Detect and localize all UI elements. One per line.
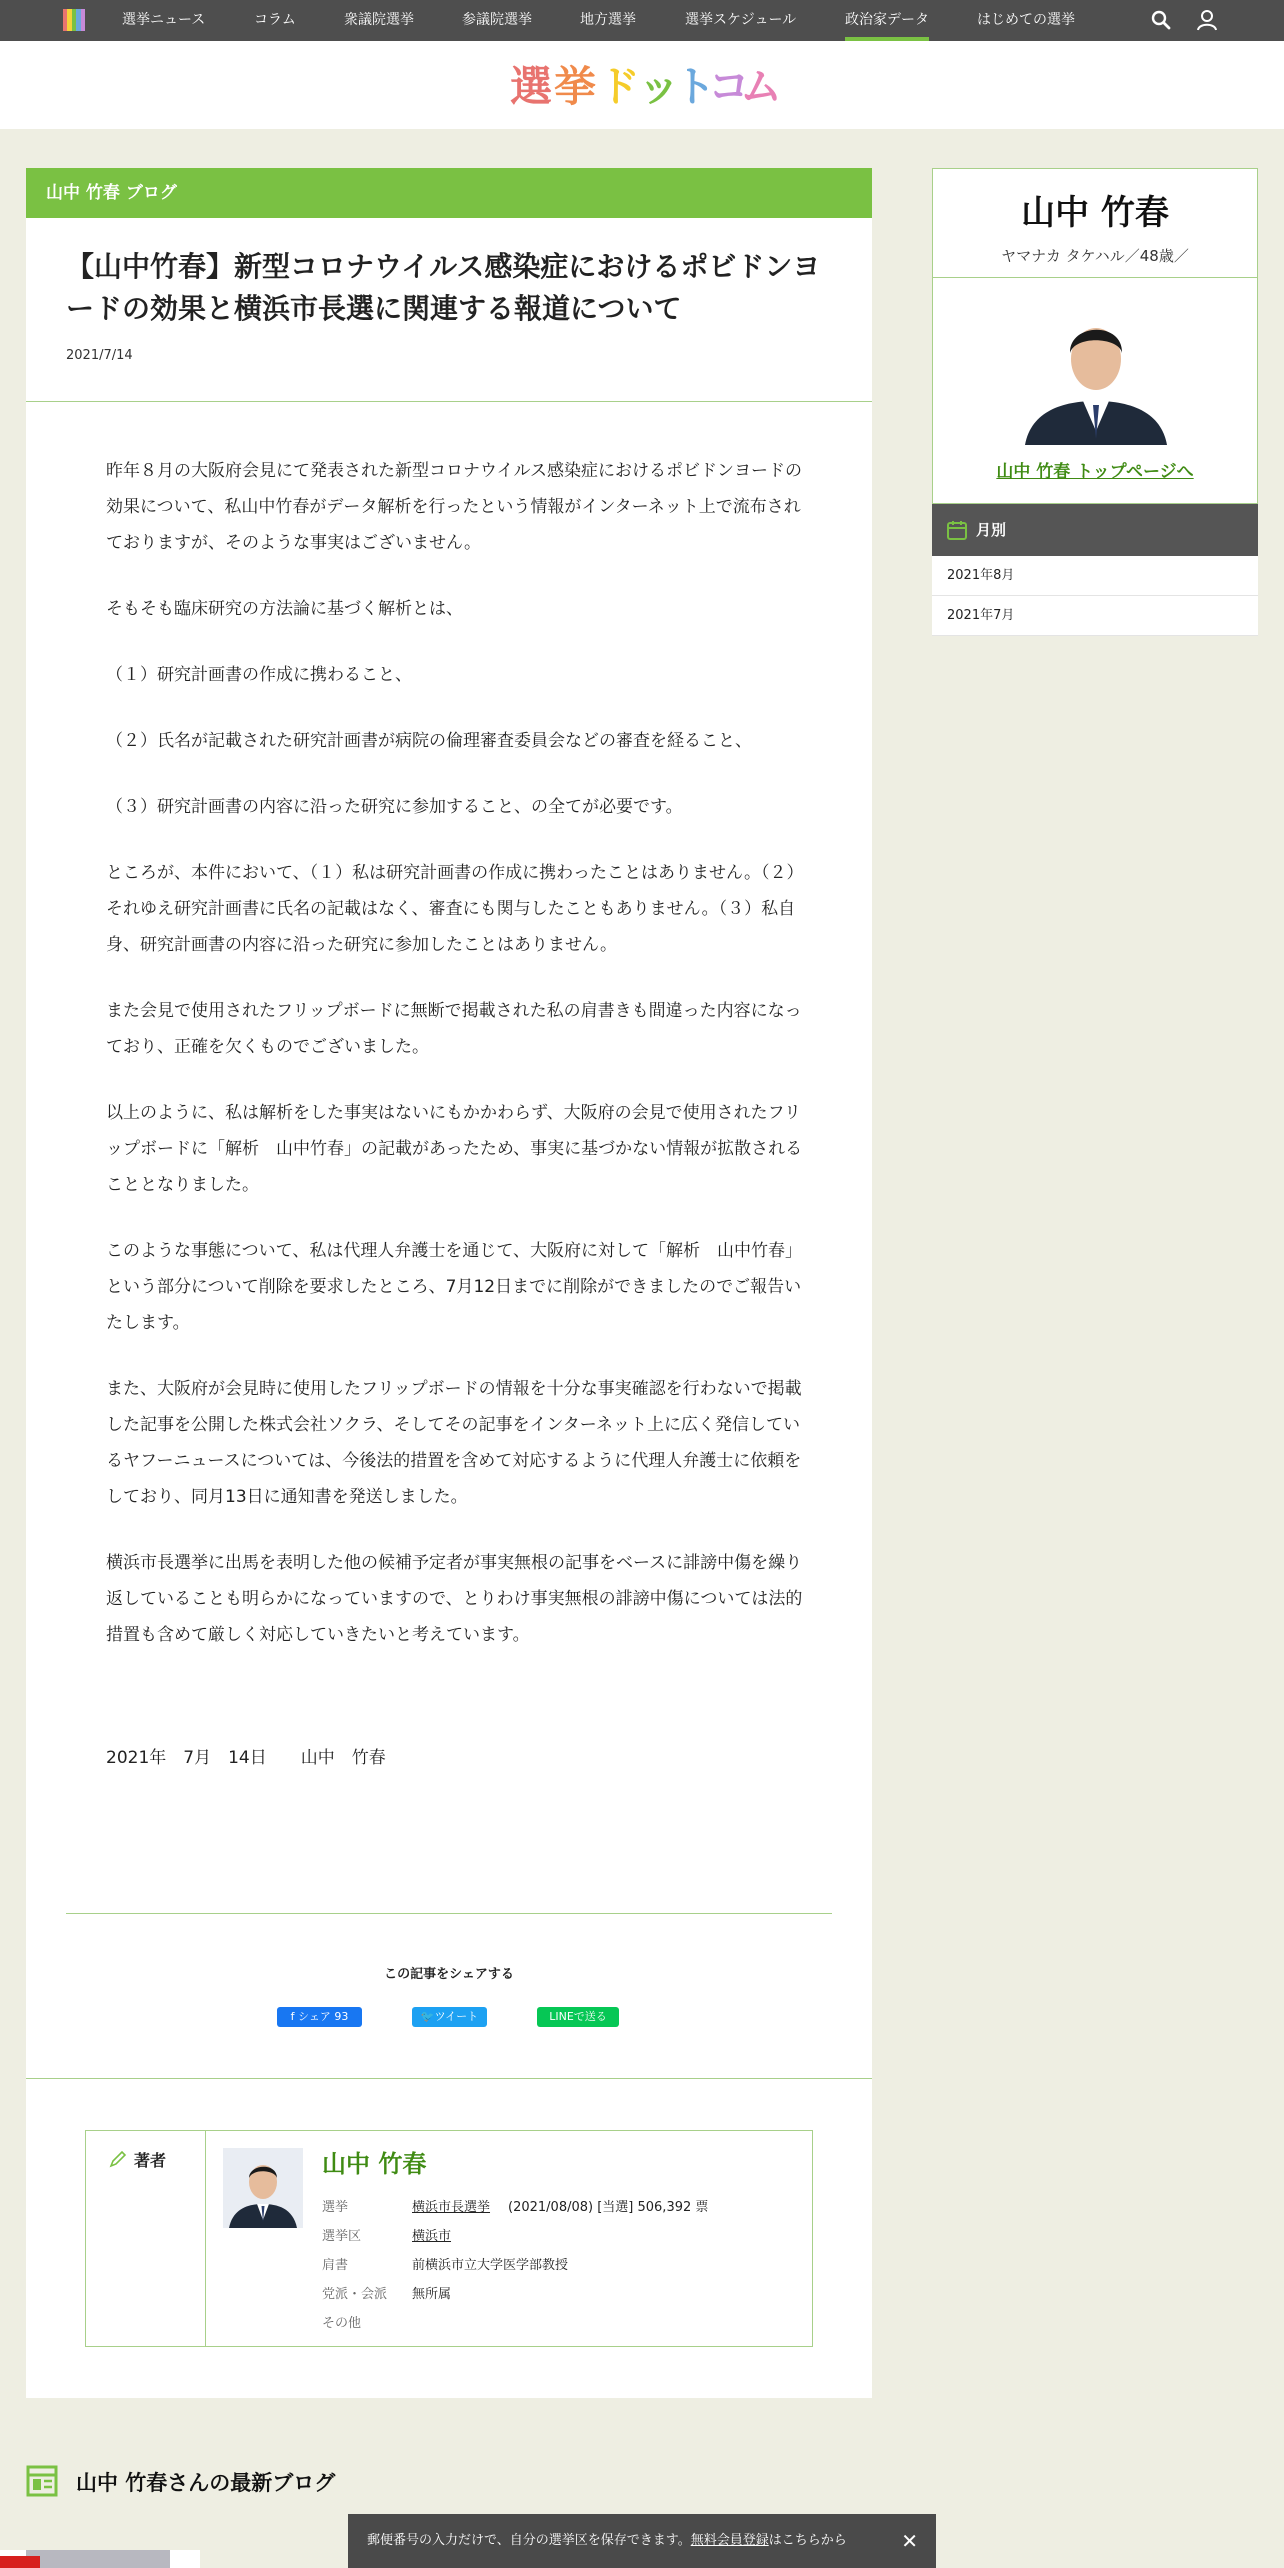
article-body bbox=[106, 453, 816, 1683]
nav-item-schedule[interactable]: 選挙スケジュール bbox=[685, 12, 797, 28]
svg-text:選: 選 bbox=[510, 62, 553, 111]
svg-text:ド: ド bbox=[598, 62, 641, 111]
nav-item-shugiin[interactable]: 衆議院選挙 bbox=[344, 12, 414, 28]
facebook-share-button[interactable] bbox=[277, 2007, 362, 2027]
body-paragraph: また会見で使用されたフリップボードに無断で掲載された私の肩書きも間違った内容になっており、正確を欠くものでございました。 bbox=[106, 1001, 802, 1057]
article-date: 2021/7/14 bbox=[66, 348, 133, 363]
blog-owner-bar[interactable]: 山中 竹春 ブログ bbox=[26, 168, 872, 218]
body-end-divider bbox=[66, 1913, 832, 1914]
twitter-icon: 🐦 bbox=[420, 2010, 435, 2023]
twitter-share-label: ツイート bbox=[434, 2010, 479, 2023]
profile-top-link[interactable]: 山中 竹春 トップページへ bbox=[996, 462, 1194, 482]
article-card bbox=[26, 168, 872, 2398]
row-key: 党派・会派 bbox=[322, 2287, 388, 2302]
author-row-title bbox=[322, 2249, 708, 2278]
nav-item-column[interactable]: コラム bbox=[254, 12, 296, 28]
body-paragraph: （３）研究計画書の内容に沿った研究に参加すること、の全てが必要です。 bbox=[106, 797, 683, 817]
election-result: (2021/08/08) [当選] 506,392 票 bbox=[508, 2200, 709, 2215]
month-item-2021-07[interactable]: 2021年7月 bbox=[932, 596, 1258, 636]
title-divider bbox=[26, 401, 872, 402]
svg-text:ム: ム bbox=[740, 62, 783, 111]
author-name[interactable]: 山中 竹春 bbox=[322, 2150, 427, 2178]
row-value: 前横浜市立大学医学部教授 bbox=[412, 2258, 569, 2273]
article-signature: 2021年 7月 14日 山中 竹春 bbox=[106, 1748, 386, 1768]
banner-text: 郵便番号の入力だけで、自分の選挙区を保存できます。 bbox=[367, 2533, 691, 2548]
share-title: この記事をシェアする bbox=[384, 1967, 514, 1982]
monthly-archive-title: 月別 bbox=[976, 521, 1007, 539]
row-key: 肩書 bbox=[322, 2258, 349, 2273]
article-title: 【山中竹春】新型コロナウイルス感染症におけるポビドンヨードの効果と横浜市長選に関連する報道について bbox=[66, 250, 821, 325]
svg-text:ッ: ッ bbox=[638, 62, 681, 111]
home-logo-icon[interactable] bbox=[63, 9, 85, 31]
site-header bbox=[0, 41, 1284, 129]
body-paragraph: 以上のように、私は解析をした事実はないにもかかわらず、大阪府の会見で使用されたフリップボードに「解析 山中竹春」の記載があったため、事実に基づかない情報が拡散されることとなりました。 bbox=[106, 1103, 803, 1195]
author-details bbox=[322, 2191, 708, 2336]
profile-name: 山中 竹春 bbox=[1021, 193, 1169, 233]
month-item-2021-08[interactable]: 2021年8月 bbox=[932, 556, 1258, 596]
author-row-party bbox=[322, 2278, 708, 2307]
body-paragraph: ところが、本件において、（１）私は研究計画書の作成に携わったことはありません。（２）それゆえ研究計画書に氏名の記載はなく、審査にも関与したこともありません。（３）私自身、研究計画書の内容に沿った研究に参加したことはありません。 bbox=[106, 863, 804, 955]
banner-register-link[interactable]: 無料会員登録 bbox=[690, 2533, 769, 2548]
row-key: 選挙区 bbox=[322, 2229, 362, 2244]
user-icon[interactable] bbox=[1195, 8, 1219, 32]
body-paragraph: そもそも臨床研究の方法論に基づく解析とは、 bbox=[106, 599, 463, 619]
svg-text:挙: 挙 bbox=[554, 62, 597, 111]
row-key: 選挙 bbox=[322, 2200, 349, 2215]
body-paragraph: また、大阪府が会見時に使用したフリップボードの情報を十分な事実確認を行わないで掲載した記事を公開した株式会社ソクラ、そしてその記事をインターネット上に広く発信しているヤフーニュースについては、今後法的措置を含めて対応するように代理人弁護士に依頼をしており、同月13日に通知書を発送しました。 bbox=[106, 1379, 802, 1507]
nav-item-sangiin[interactable]: 参議院選挙 bbox=[462, 12, 532, 28]
top-nav bbox=[0, 0, 1284, 41]
nav-item-politician-data[interactable]: 政治家データ bbox=[845, 0, 929, 41]
author-label: 著者 bbox=[134, 2151, 167, 2170]
profile-divider bbox=[933, 277, 1257, 278]
article-list-icon bbox=[26, 2465, 58, 2497]
nav-item-first-election[interactable]: はじめての選挙 bbox=[977, 12, 1075, 28]
pencil-icon bbox=[108, 2149, 128, 2169]
monthly-archive-header bbox=[932, 504, 1258, 556]
author-photo[interactable] bbox=[223, 2148, 303, 2228]
district-link[interactable]: 横浜市 bbox=[412, 2229, 452, 2244]
line-share-button[interactable] bbox=[537, 2007, 619, 2027]
share-divider bbox=[26, 2078, 872, 2079]
facebook-icon: f bbox=[290, 2010, 299, 2023]
new-badge bbox=[0, 2556, 40, 2568]
body-paragraph: このような事態について、私は代理人弁護士を通じて、大阪府に対して「解析 山中竹春」という部分について削除を要求したところ、7月12日までに削除ができましたのでご報告いたします。 bbox=[106, 1241, 802, 1333]
banner-text-after: はこちらから bbox=[768, 2533, 847, 2548]
site-logo[interactable] bbox=[510, 61, 783, 111]
row-value: 無所属 bbox=[412, 2287, 452, 2302]
body-paragraph: 横浜市長選挙に出馬を表明した他の候補予定者が事実無根の記事をベースに誹謗中傷を繰り返していることも明らかになっていますので、とりわけ事実無根の誹謗中傷については法的措置も含めて厳しく対応していきたいと考えています。 bbox=[106, 1553, 803, 1645]
profile-card bbox=[932, 168, 1258, 504]
latest-blog-thumbnail[interactable] bbox=[0, 2550, 200, 2568]
author-row-other bbox=[322, 2307, 708, 2336]
body-paragraph: 昨年８月の大阪府会見にて発表された新型コロナウイルス感染症におけるポビドンヨードの効果について、私山中竹春がデータ解析を行ったという情報がインターネット上で流布されておりますが、そのような事実はございません。 bbox=[106, 461, 802, 553]
profile-photo[interactable] bbox=[1025, 301, 1167, 445]
registration-banner bbox=[348, 2514, 936, 2568]
author-box bbox=[85, 2130, 813, 2347]
body-paragraph: （２）氏名が記載された研究計画書が病院の倫理審査委員会などの審査を経ること、 bbox=[106, 731, 752, 751]
author-row-election bbox=[322, 2191, 708, 2220]
calendar-icon bbox=[946, 519, 968, 541]
author-row-district bbox=[322, 2220, 708, 2249]
twitter-share-button[interactable] bbox=[412, 2007, 487, 2027]
row-key: その他 bbox=[322, 2316, 362, 2331]
svg-text:コ: コ bbox=[708, 62, 751, 111]
profile-kana: ヤマナカ タケハル／48歳／ bbox=[1001, 247, 1189, 265]
nav-item-local[interactable]: 地方選挙 bbox=[580, 12, 636, 28]
svg-text:ト: ト bbox=[674, 62, 717, 111]
nav-item-news[interactable]: 選挙ニュース bbox=[122, 12, 206, 28]
author-label-column bbox=[86, 2131, 206, 2346]
close-icon[interactable]: ✕ bbox=[901, 2529, 918, 2553]
election-link[interactable]: 横浜市長選挙 bbox=[412, 2200, 491, 2215]
body-paragraph: （１）研究計画書の作成に携わること、 bbox=[106, 665, 412, 685]
latest-blog-title: 山中 竹春さんの最新ブログ bbox=[76, 2471, 336, 2495]
facebook-share-label: シェア 93 bbox=[298, 2010, 349, 2023]
search-icon[interactable] bbox=[1149, 8, 1173, 32]
thumbnail-image bbox=[26, 2550, 170, 2568]
line-share-label: LINEで送る bbox=[549, 2010, 607, 2023]
